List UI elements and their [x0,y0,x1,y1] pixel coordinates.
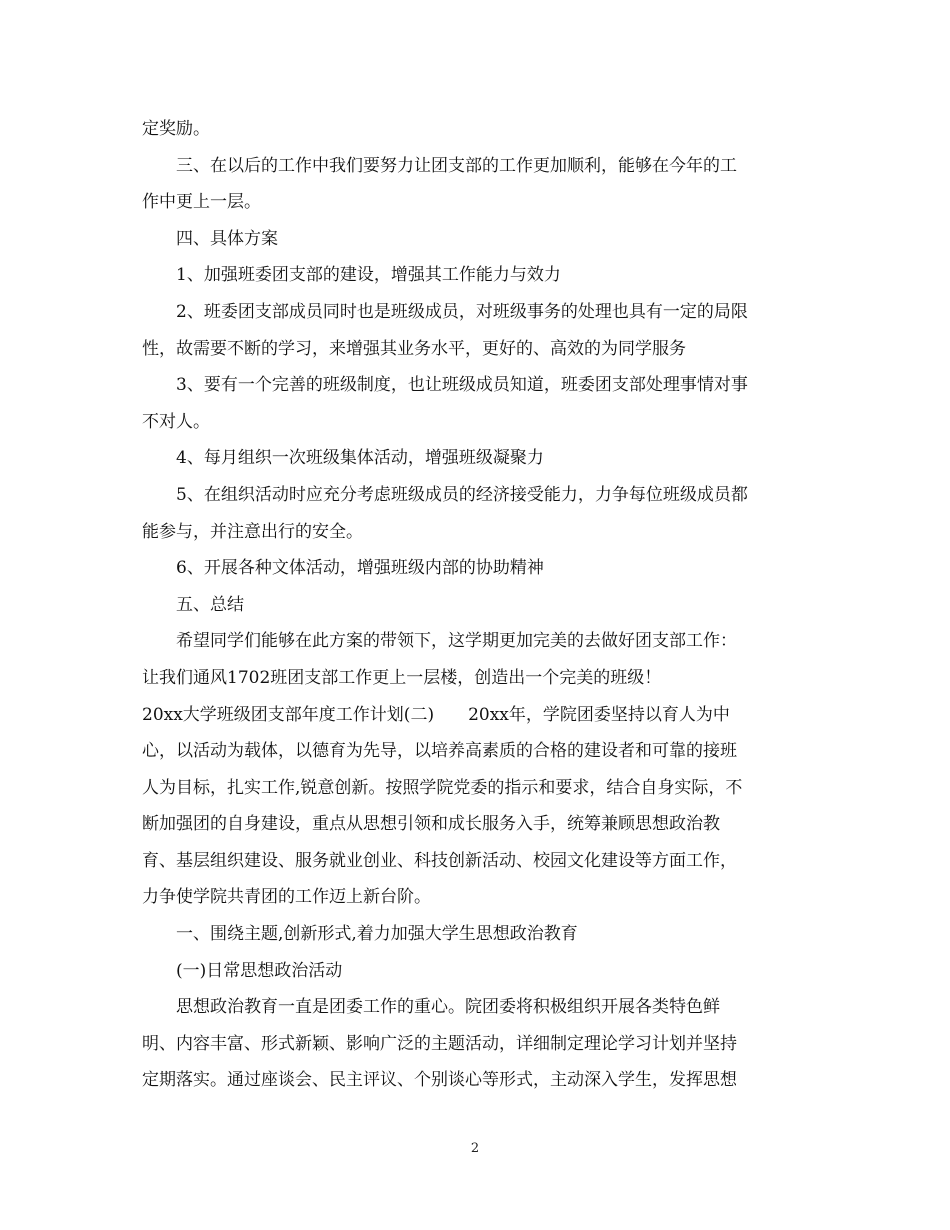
text-line: 5、在组织活动时应充分考虑班级成员的经济接受能力，力争每位班级成员都 [176,484,748,505]
text-line: 不对人。 [142,411,210,432]
text-line: 20xx大学班级团支部年度工作计划(二) 20xx年，学院团委坚持以育人为中 [142,704,730,725]
text-line: 明、内容丰富、形式新颖、影响广泛的主题活动，详细制定理论学习计划并坚持 [142,1033,737,1054]
text-line: 作中更上一层。 [142,192,261,213]
text-line: 三、在以后的工作中我们要努力让团支部的工作更加顺利，能够在今年的工 [176,155,737,176]
text-line: 一、围绕主题,创新形式,着力加强大学生思想政治教育 [176,924,578,945]
text-line: 五、总结 [176,594,244,615]
text-line: 四、具体方案 [176,228,278,249]
page-number: 2 [470,1141,480,1156]
text-line: 4、每月组织一次班级集体活动，增强班级凝聚力 [176,448,544,469]
text-line: 心，以活动为载体，以德育为先导，以培养高素质的合格的建设者和可靠的接班 [142,741,737,762]
text-line: 力争使学院共青团的工作迈上新台阶。 [142,887,431,908]
text-line: 6、开展各种文体活动，增强班级内部的协助精神 [176,558,544,579]
text-line: 3、要有一个完善的班级制度，也让班级成员知道，班委团支部处理事情对事 [176,375,748,396]
text-line: 希望同学们能够在此方案的带领下，这学期更加完美的去做好团支部工作： [176,631,737,652]
text-line: 性，故需要不断的学习，来增强其业务水平，更好的、高效的为同学服务 [142,338,686,359]
text-line: (一)日常思想政治活动 [176,960,343,981]
text-line: 定奖励。 [142,119,210,139]
document-body [142,111,806,1099]
text-line: 能参与，并注意出行的安全。 [142,521,363,542]
text-line: 定期落实。通过座谈会、民主评议、个别谈心等形式，主动深入学生，发挥思想 [142,1070,737,1091]
text-line: 思想政治教育一直是团委工作的重心。院团委将积极组织开展各类特色鲜 [176,997,720,1018]
text-line: 让我们通风1702班团支部工作更上一层楼，创造出一个完美的班级！ [142,667,662,688]
text-line: 2、班委团支部成员同时也是班级成员，对班级事务的处理也具有一定的局限 [176,301,748,322]
text-line: 1、加强班委团支部的建设，增强其工作能力与效力 [176,265,561,286]
text-line: 育、基层组织建设、服务就业创业、科技创新活动、校园文化建设等方面工作， [142,850,737,871]
text-line: 人为目标，扎实工作,锐意创新。按照学院党委的指示和要求，结合自身实际，不 [142,777,743,798]
text-line: 断加强团的自身建设，重点从思想引领和成长服务入手，统筹兼顾思想政治教 [142,814,720,835]
